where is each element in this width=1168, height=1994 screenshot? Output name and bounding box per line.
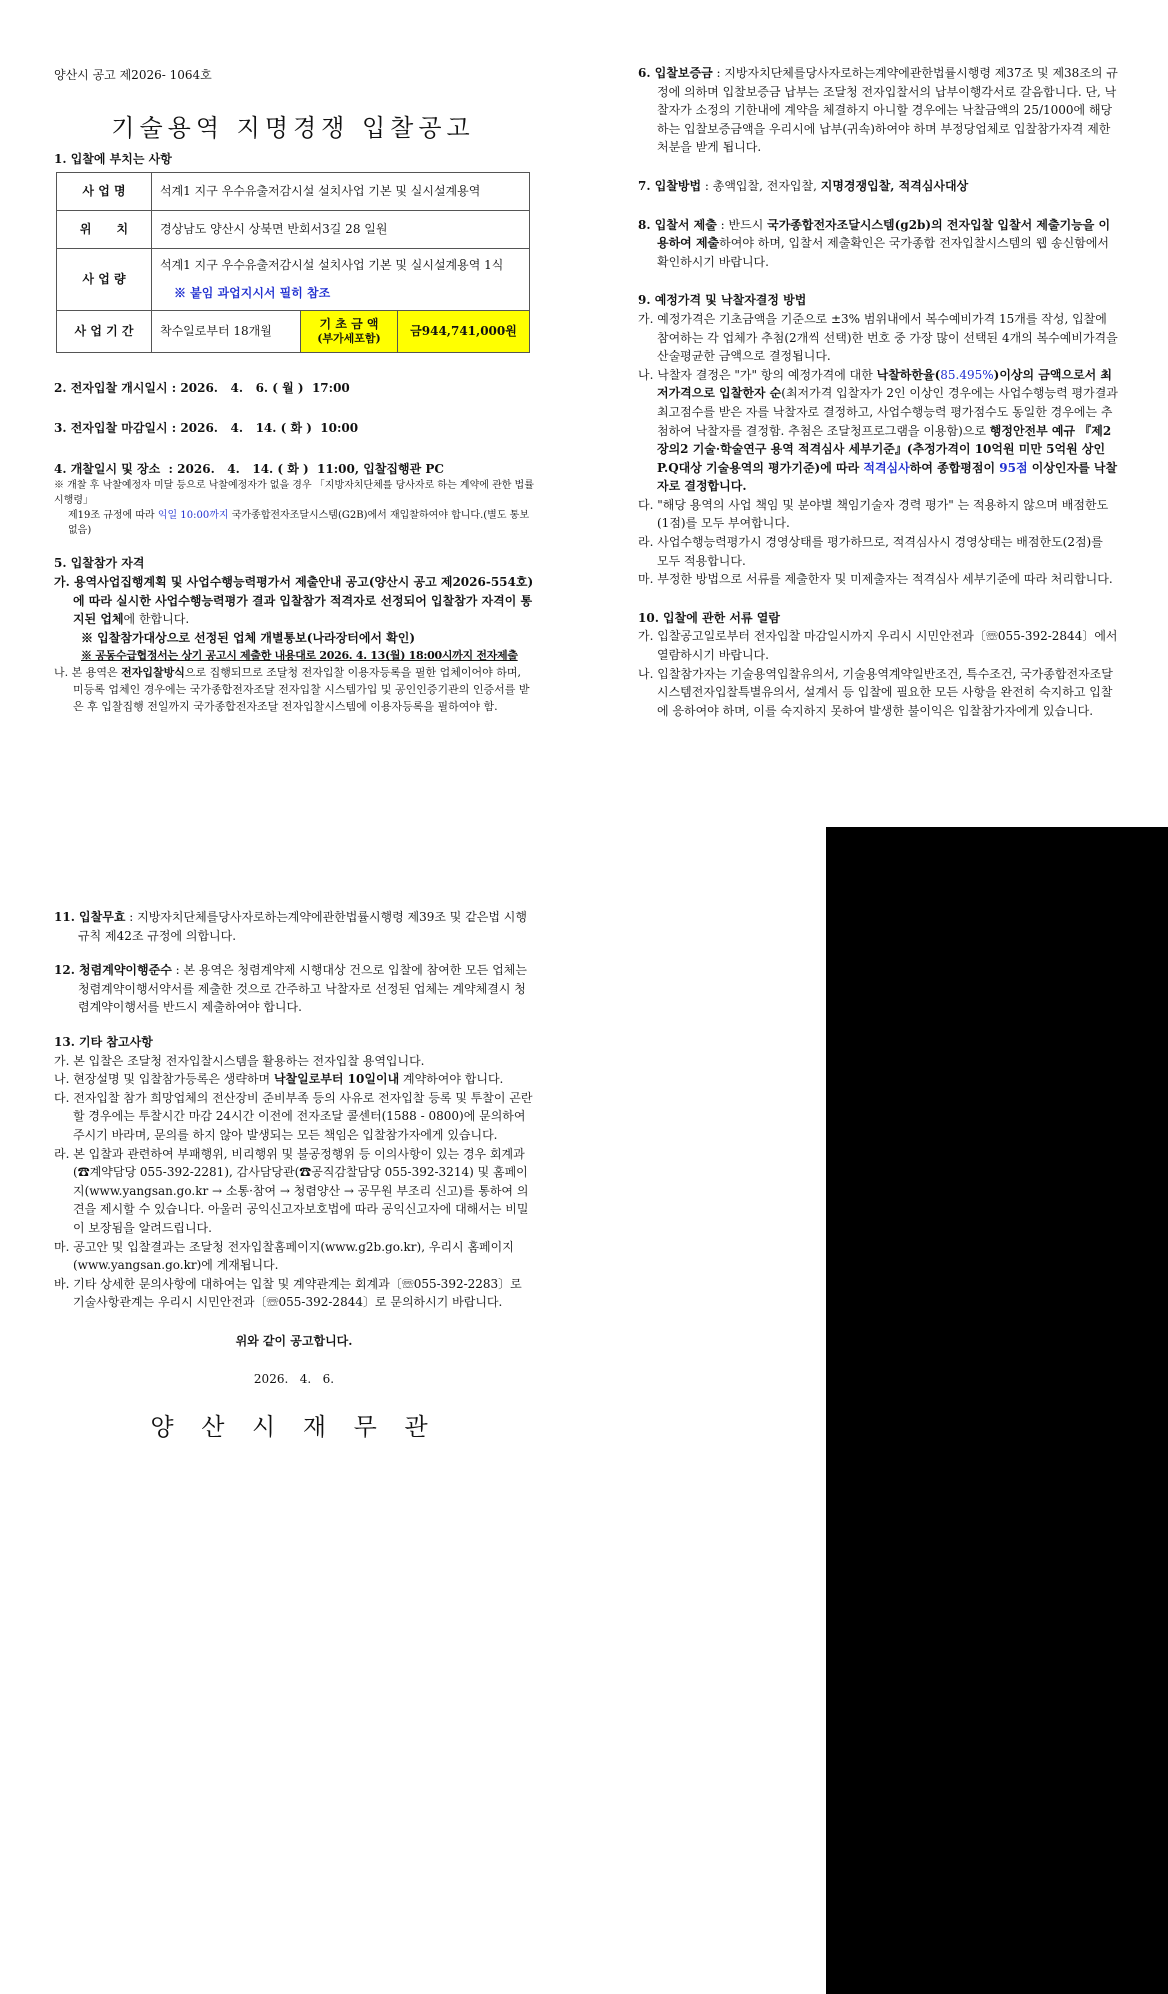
row-location — [57, 210, 530, 248]
base-price-sublabel: (부가세포함) — [317, 331, 381, 345]
section-10-item-ga: 가. 입찰공고일로부터 전자입찰 마감일시까지 우리시 시민안전과〔☏055-392-2844〕에서 열람하시기 바랍니다. — [638, 629, 1118, 663]
note-text-c: 국가종합전자조달시스템(G2B)에서 재입찰하여야 합니다.(별도 통보없음) — [68, 510, 529, 537]
section-5-na-a: 나. 본 용역은 — [54, 666, 122, 680]
section-5-item-na — [54, 664, 534, 715]
section-5-ga-bold: 가. 용역사업집행계획 및 사업수행능력평가서 제출안내 공고(양산시 공고 제2026-554호)에 따라 실시한 사업수행능력평가 결과 입찰참가 적격자로 선정되어 입찰참가 자격이 통지된 업체 — [54, 574, 534, 627]
section-7-bold: 지명경쟁입찰, 적격심사대상 — [820, 178, 969, 193]
section-6 — [638, 64, 1118, 157]
section-5-na-b: 전자입찰방식 — [121, 666, 185, 680]
section-11-label: 11. 입찰무효 — [54, 910, 126, 924]
closing-statement: 위와 같이 공고합니다. — [235, 1333, 353, 1348]
label-quantity: 사 업 량 — [57, 248, 152, 310]
value-period: 착수일로부터 18개월 — [152, 310, 301, 352]
section-9-heading: 9. 예정가격 및 낙찰자결정 방법 — [638, 293, 807, 308]
section-1 — [54, 150, 534, 716]
section-5-heading: 5. 입찰참가 자격 — [54, 556, 145, 571]
section-8-bold: 국가종합전자조달시스템(g2b)의 전자입찰 입찰서 제출기능을 이용하여 제출 — [657, 217, 1111, 251]
section-13-na-b: 낙찰일로부터 10일이내 — [273, 1072, 400, 1087]
section-12 — [54, 961, 534, 1017]
section-13-na-a: 나. 현장설명 및 입찰참가등록은 생략하며 — [54, 1072, 274, 1087]
section-9-na-7: 하여 종합평점이 — [909, 460, 1000, 475]
section-7-text: : 총액입찰, 전자입찰, — [701, 178, 821, 193]
issuer-signature: 양 산 시 재 무 관 — [150, 1413, 438, 1442]
section-13-item-da: 다. 전자입찰 참가 희망업체의 전산장비 준비부족 등의 사유로 전자입찰 등록 및 투찰이 곤란할 경우에는 투찰시간 마감 24시간 이전에 전자조달 콜센터(1588 - 0800)에 문의하여 주시기 바라며, 문의를 하지 않아 발생되는 모든 책임은 입찰참가자에게 있습니다. — [54, 1090, 533, 1142]
section-13-item-na — [54, 1070, 534, 1089]
note-deadline: 익일 10:00까지 — [157, 510, 229, 522]
section-11-text: : 지방자치단체를당사자로하는계약에관한법률시행령 제39조 및 같은법 시행규칙 제42조 규정에 의합니다. — [78, 910, 527, 943]
section-5-note1: ※ 입찰참가대상으로 선정된 업체 개별통보(나라장터에서 확인) — [81, 630, 416, 645]
label-base-price — [301, 310, 398, 352]
section-12-text: : 본 용역은 청렴계약제 시행대상 건으로 입찰에 참여한 모든 업체는 청렴계약이행서약서를 제출한 것으로 간주하고 낙찰자로 선정된 업체는 계약체결시 청렴계약이행서를 반드시 제출하여야 합니다. — [78, 963, 527, 1015]
row-quantity — [57, 248, 530, 310]
section-5-na-c: 으로 집행되므로 조달청 전자입찰 이용자등록을 필한 업체이어야 하며, 미등록 업체인 경우에는 국가종합전자조달 전자입찰 시스템가입 및 공인인증기관의 인증서를 받은 후 입찰집행 전일까지 국가종합전자조달 전자입찰시스템에 이용자등록을 필하여야 함. — [73, 666, 530, 714]
section-13-item-ga: 가. 본 입찰은 조달청 전자입찰시스템을 활용하는 전자입찰 용역입니다. — [54, 1053, 425, 1068]
section-8-label: 8. 입찰서 제출 — [638, 217, 717, 232]
announcement-date: 2026. 4. 6. — [253, 1372, 335, 1387]
section-5-ga-text: 에 한합니다. — [123, 612, 190, 627]
quantity-note: ※ 붙임 과업지시서 필히 참조 — [174, 286, 331, 301]
label-project-name: 사 업 명 — [57, 172, 152, 210]
section-9-na-3: )이상의 금액으로서 최저가격으로 입찰한자 순 — [657, 367, 1113, 401]
section-9-item-da: 다. "해당 용역의 사업 책임 및 분야별 책임기술자 경력 평가" 는 적용하지 않으며 배점한도(1점)를 모두 부여합니다. — [638, 497, 1109, 531]
section-9-na-4: (최저가격 입찰자가 2인 이상인 경우에는 사업수행능력 평가결과 최고점수를 받은 자를 낙찰자로 결정하고, 사업수행능력 평가점수도 동일한 경우에는 추첨하여 낙찰자를 결정함. 추첨은 조달청프로그램을 이용함)으로 — [657, 386, 1118, 438]
section-6-text: : 지방자치단체를당사자로하는계약에관한법률시행령 제37조 및 제38조의 규정에 의하며 입찰보증금 납부는 조달청 전자입찰서의 납부이행각서로 갈음합니다. 단, 낙찰자가 소정의 기한내에 계약을 체결하지 아니할 경우에는 낙찰금액의 25/1000에 해당하는 입찰보증금액을 우리시에 납부(귀속)하여야 하며 부정당업체로 입찰참가자격 제한처분을 받게 됩니다. — [657, 66, 1118, 155]
section-4-note-line1: ※ 개찰 후 낙찰예정자 미달 등으로 낙찰예정자가 없을 경우 「지방자치단체를 당사자로 하는 계약에 관한 법률 시행령」 — [54, 480, 534, 507]
section-8-text2: 하여야 하며, 입찰서 제출확인은 국가종합 전자입찰시스템의 웹 송신함에서 확인하시기 바랍니다. — [657, 236, 1110, 269]
section-8-text1: : 반드시 — [716, 217, 768, 232]
section-9-na-5: 행정안전부 예규 『제2장의2 기술·학술연구 용역 적격심사 세부기준』(추정가격이 10억원 미만 5억원 상인 P.Q대상 기술용역의 평가기준)에 따라 — [657, 423, 1112, 475]
section-5-note2: ※ 공동수급협정서는 상기 공고시 제출한 내용대로 2026. 4. 13(월) 18:00시까지 전자제출 — [81, 649, 518, 663]
section-13-item-ma: 마. 공고안 및 입찰결과는 조달청 전자입찰홈페이지(www.g2b.go.kr), 우리시 홈페이지(www.yangsan.go.kr)에 게재됩니다. — [54, 1239, 514, 1273]
section-13-na-c: 계약하여야 합니다. — [399, 1072, 504, 1087]
section-3: 3. 전자입찰 마감일시 : 2026. 4. 14. ( 화 ) 10:00 — [54, 421, 359, 436]
section-2: 2. 전자입찰 개시일시 : 2026. 4. 6. ( 월 ) 17:00 — [54, 380, 350, 395]
project-info-table — [56, 172, 530, 353]
section-13-item-ra: 라. 본 입찰과 관련하여 부패행위, 비리행위 및 불공정행위 등 이의사항이 있는 경우 회계과(☎계약담당 055-392-2281), 감사담당관(☎공직감찰담당 055-392-3214) 및 홈페이지(www.yangsan.go.kr → 소통·참여 → 청렴양산 → 공무원 부조리 신고)를 통하여 의견을 제시할 수 있습니다. 아울러 공익신고자보호법에 따라 공익신고자에 대해서는 비밀이 보장됨을 알려드립니다. — [54, 1146, 529, 1235]
section-10-heading: 10. 입찰에 관한 서류 열람 — [638, 610, 780, 625]
section-5-item-ga — [54, 573, 534, 629]
section-8 — [638, 216, 1118, 272]
section-9-item-na — [638, 366, 1118, 496]
value-location: 경상남도 양산시 상북면 반회서3길 28 일원 — [152, 210, 530, 248]
section-9-item-ga: 가. 예정가격은 기초금액을 기준으로 ±3% 범위내에서 복수예비가격 15개를 작성, 입찰에 참여하는 각 업체가 추첨(2개씩 선택)한 번호 중 가장 많이 선택된 4개의 복수예비가격을 산술평균한 금액으로 결정됩니다. — [638, 311, 1118, 364]
section-9-na-2: 낙찰하한율( — [876, 367, 941, 382]
section-9-na-8: 95점 — [999, 460, 1028, 475]
section-9-na-9: 이상인자를 낙찰자로 결정합니다. — [657, 460, 1118, 494]
section-4-note — [54, 478, 534, 538]
section-9-na-rate: 85.495% — [940, 367, 994, 382]
section-13-heading: 13. 기타 참고사항 — [54, 1034, 153, 1049]
section-9-item-ma: 마. 부정한 방법으로 서류를 제출한자 및 미제출자는 적격심사 세부기준에 따라 처리합니다. — [638, 572, 1113, 587]
section-7 — [638, 177, 1118, 196]
section-4-note-line2 — [54, 508, 534, 538]
row-period — [57, 310, 530, 352]
redaction-block — [826, 827, 1168, 1994]
section-1-heading: 1. 입찰에 부치는 사항 — [54, 152, 172, 166]
section-4: 4. 개찰일시 및 장소 : 2026. 4. 14. ( 화 ) 11:00, 입찰집행관 PC — [54, 461, 444, 476]
section-10-item-na: 나. 입찰참가자는 기술용역입찰유의서, 기술용역계약일반조건, 특수조건, 국가종합전자조달시스템전자입찰특별유의서, 설계서 등 입찰에 필요한 모든 사항을 완전히 숙지하고 입찰에 응하여야 하며, 이를 숙지하지 못하여 발생한 불이익은 입찰참가자에게 있습니다. — [638, 666, 1113, 718]
section-9-na-6: 적격심사 — [863, 460, 910, 475]
document-number: 양산시 공고 제2026- 1064호 — [54, 68, 212, 82]
section-7-label: 7. 입찰방법 — [638, 178, 702, 193]
note-text-a: 제19조 규정에 따라 — [68, 510, 158, 522]
value-base-price: 금944,741,000원 — [398, 310, 530, 352]
base-price-label: 기 초 금 액 — [319, 316, 379, 331]
section-9-item-ra: 라. 사업수행능력평가시 경영상태를 평가하므로, 적격심사시 경영상태는 배점한도(2점)를 모두 적용합니다. — [638, 535, 1103, 568]
quantity-text: 석계1 지구 우수유출저감시설 설치사업 기본 및 실시설계용역 1식 — [160, 257, 504, 272]
section-9-na-1: 나. 낙찰자 결정은 "가" 항의 예정가격에 대한 — [638, 367, 877, 382]
value-quantity — [152, 248, 530, 310]
value-project-name: 석계1 지구 우수유출저감시설 설치사업 기본 및 실시설계용역 — [152, 172, 530, 210]
section-12-label: 12. 청렴계약이행준수 — [54, 963, 172, 978]
left-column-bottom — [54, 908, 534, 1446]
row-project-name — [57, 172, 530, 210]
label-period: 사 업 기 간 — [57, 310, 152, 352]
label-location: 위 치 — [57, 210, 152, 248]
right-column-top — [638, 64, 1118, 720]
page-title: 기술용역 지명경쟁 입찰공고 — [111, 114, 475, 142]
section-6-label: 6. 입찰보증금 — [638, 66, 713, 80]
section-13-item-ba: 바. 기타 상세한 문의사항에 대하여는 입찰 및 계약관계는 회계과〔☏055-392-2283〕로 기술사항관계는 우리시 시민안전과〔☏055-392-2844〕로 문의하시기 바랍니다. — [54, 1276, 522, 1310]
section-11 — [54, 908, 534, 945]
